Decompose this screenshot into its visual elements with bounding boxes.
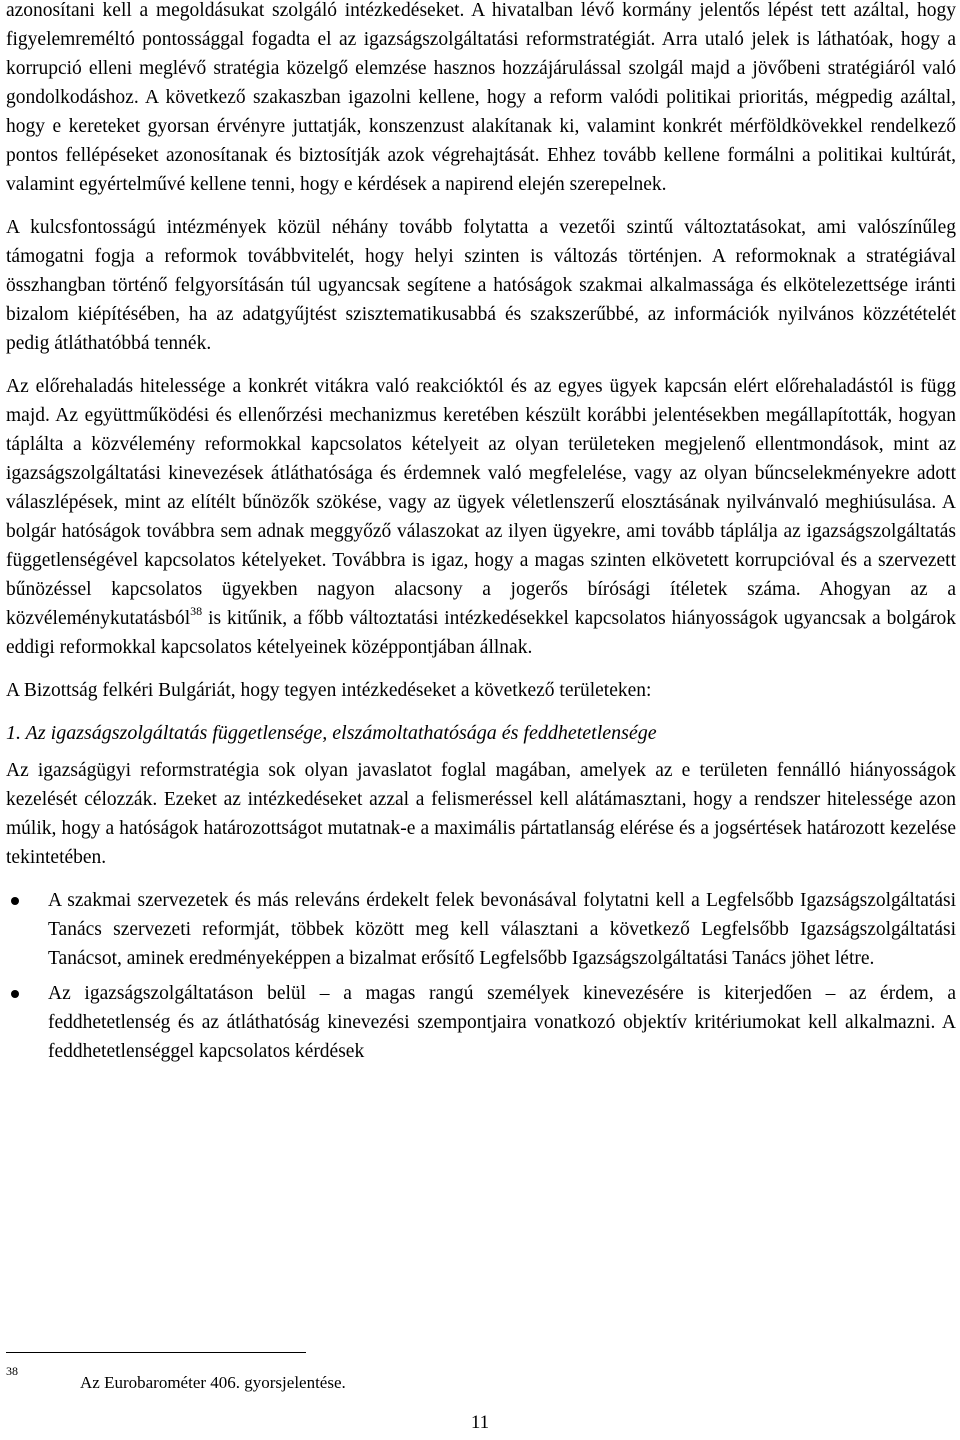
list-item [6, 979, 956, 1066]
body-paragraph-1: azonosítani kell a megoldásukat szolgáló intézkedéseket. A hivatalban lévő kormány jelentős lépést tett azáltal, hogy figyelemreméltó pontossággal fogadta el az igazságszolgáltatási reformstratégiát. Arra utaló jelek is láthatóak, hogy a korrupció elleni meglévő stratégia közelgő elemzése hasznos hozzájárulással szolgál majd a jövőbeni stratégiáról való gondolkodáshoz. A következő szakaszban igazolni kellene, hogy a reform valódi politikai prioritás, mégpedig azáltal, hogy e kereteket gyorsan érvényre juttatják, konszenzust alakítanak ki, valamint konkrét mérföldkövekkel rendelkező pontos fellépéseket azonosítanak és biztosítják azok végrehajtását. Ehhez tovább kellene formálni a politikai kultúrát, valamint egyértelművé kellene tenni, hogy e kérdések a napirend elején szerepelnek. [6, 0, 956, 195]
page-number: 11 [470, 1412, 490, 1433]
bullet-text: A szakmai szervezetek és más releváns érdekelt felek bevonásával folytatni kell a Legfelsőbb Igazságszolgáltatási Tanács szervezeti reformját, többek között meg kell választani a következő Legfelsőbb Igazságszolgáltatási Tanácsot, aminek eredményeképpen a bizalmat erősítő Legfelsőbb Igazságszolgáltatási Tanács jöhet létre. [48, 890, 956, 969]
list-item [6, 886, 956, 973]
paragraph-3-text-a: Az előrehaladás hitelessége a konkrét vitákra való reakcióktól és az egyes ügyek kapcsán elért előrehaladástól is függ majd. Az együttműködési és ellenőrzési mechanizmus keretében készült korábbi jelentésekben megállapították, hogyan táplálta a közvélemény reformokkal kapcsolatos kételyeit az olyan területeken megjelenő ellentmondások, mint az igazságszolgáltatási kinevezések átláthatósága és érdemnek való megfelelése, vagy az olyan bűncselekményekre adott válaszlépések, mint az elítélt bűnözők szökése, vagy az ügyek véletlenszerű elosztásának nyilvánvaló meghiúsulása. A bolgár hatóságok továbbra sem adnak meggyőző válaszokat az ilyen ügyekre, ami tovább táplálja az igazságszolgáltatás függetlenségével kapcsolatos kételyeket. Továbbra is igaz, hogy a magas szinten elkövetett korrupcióval és a szervezett bűnözéssel kapcsolatos ügyekben nagyon alacsony a jogerős bírósági ítéletek száma. Ahogyan az a közvéleménykutatásból [6, 376, 956, 629]
paragraph-3-text-b: is kitűnik, a főbb változtatási intézkedésekkel kapcsolatos hiányosságok ugyancsak a bolgárok eddigi reformokkal kapcsolatos kételyeinek középpontjában állnak. [6, 608, 956, 658]
section-heading: 1. Az igazságszolgáltatás függetlensége, elszámoltathatósága és feddhetetlensége [6, 722, 657, 744]
bullet-icon [11, 990, 19, 998]
footnote-reference[interactable]: 38 [190, 604, 203, 618]
intro-line: A Bizottság felkéri Bulgáriát, hogy tegyen intézkedéseket a következő területeken: [6, 680, 652, 701]
bullet-text: Az igazságszolgáltatáson belül – a magas rangú személyek kinevezésére is kiterjedően – az érdem, a feddhetetlenség és az átláthatóság kinevezési szempontjaira vonatkozó objektív kritériumokat kell alkalmazni. A feddhetetlenséggel kapcsolatos kérdések [48, 983, 956, 1062]
document-page [6, 0, 956, 1072]
body-paragraph-2: A kulcsfontosságú intézmények közül néhány tovább folytatta a vezetői szintű változtatásokat, ami valószínűleg támogatni fogja a reformok továbbvitelét, hogy helyi szinten is változás történjen. A reformoknak a stratégiával összhangban történő felgyorsításán túl ugyancsak segítene a hatóságok szakmai alkalmassága és elkötelezettsége iránti bizalom kiépítésében, ha az adatgyűjtést szisztematikusabbá és szakszerűbbé, az információk nyilvános közzétételét pedig átláthatóbbá tennék. [6, 217, 956, 354]
section-paragraph: Az igazságügyi reformstratégia sok olyan javaslatot foglal magában, amelyek az e területen fennálló hiányosságok kezelését célozzák. Ezeket az intézkedéseket azzal a felismeréssel kell alátámasztani, hogy a rendszer hitelessége azon múlik, hogy a hatóságok határozottságot mutatnak-e a maximális pártatlanság elérése és a jogsértések határozott kezelése tekintetében. [6, 760, 956, 868]
footnote-separator [6, 1352, 306, 1353]
bullet-icon [11, 897, 19, 905]
body-paragraph-3 [6, 372, 956, 662]
bullet-list [6, 886, 956, 1066]
footnote-number: 38 [6, 1364, 18, 1378]
footnote-text: Az Eurobarométer 406. gyorsjelentése. [80, 1373, 346, 1392]
